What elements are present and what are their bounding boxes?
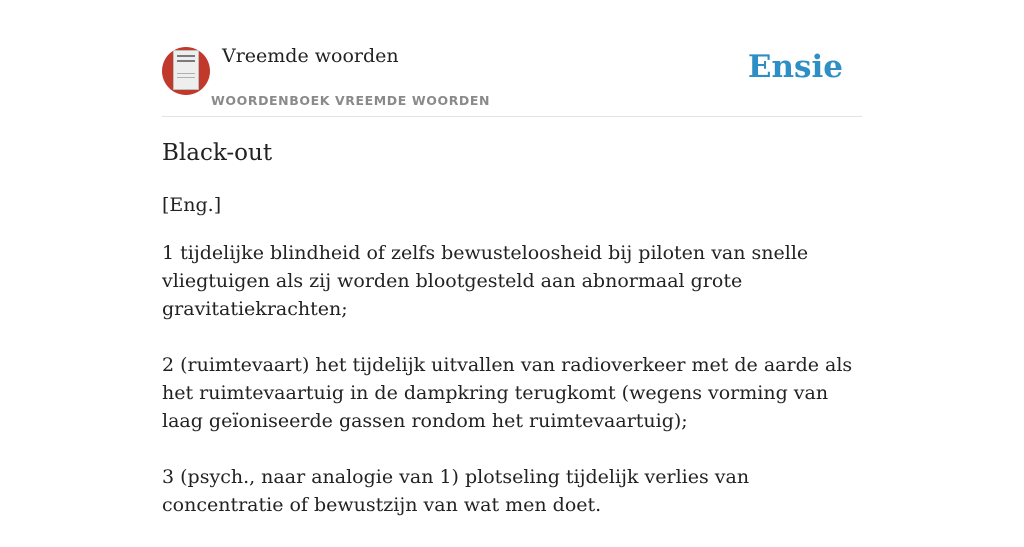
entry-title: Black-out xyxy=(162,140,273,166)
definition-item: 2 (ruimtevaart) het tijdelijk uitvallen van radioverkeer met de aarde als het ruimtevaartuig in de dampkring terugkomt (wegens vorming van laag geïoniseerde gassen rondom het ruimtevaartuig); xyxy=(162,354,853,432)
site-subtitle: WOORDENBOEK VREEMDE WOORDEN xyxy=(211,93,491,108)
definition-item: 3 (psych., naar analogie van 1) plotseling tijdelijk verlies van concentratie of bewustzijn van wat men doet. xyxy=(162,466,750,516)
brand-logo[interactable]: Ensie xyxy=(747,49,843,85)
definition-list xyxy=(162,239,862,547)
book-cover-icon[interactable] xyxy=(162,47,210,95)
site-header xyxy=(162,0,862,117)
site-title[interactable]: Vreemde woorden xyxy=(222,45,399,67)
page-container xyxy=(162,0,862,516)
definition-item: 1 tijdelijke blindheid of zelfs bewusteloosheid bij piloten van snelle vliegtuigen als zij worden blootgesteld aan abnormaal grote gravitatiekrachten; xyxy=(162,242,809,320)
book-icon xyxy=(173,50,199,90)
entry-origin: [Eng.] xyxy=(162,194,222,216)
